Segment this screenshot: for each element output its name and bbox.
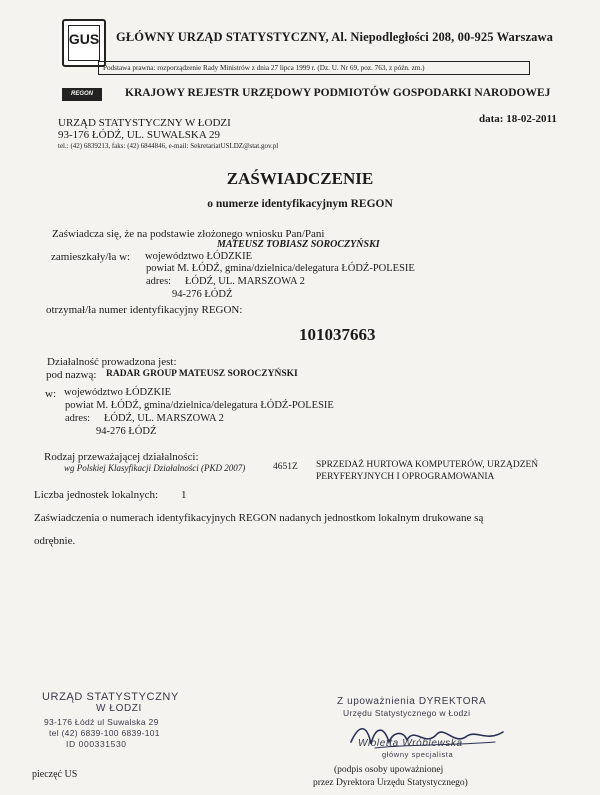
intro-text: Zaświadcza się, że na podstawie złożonego wniosku Pan/Pani (52, 228, 325, 240)
stamp-left-line2: W ŁODZI (96, 703, 142, 714)
business-postal: 94-276 ŁÓDŹ (96, 426, 157, 437)
regon-number: 101037663 (299, 325, 376, 344)
document-date: data: 18-02-2011 (479, 113, 557, 125)
document-title: ZAŚWIADCZENIE (226, 169, 374, 188)
business-in-label: w: (45, 388, 56, 400)
note-line-1: Zaświadczenia o numerach identyfikacyjnych REGON nadanych jednostkom lokalnym drukowane są (34, 512, 484, 524)
regon-logo: REGON (62, 88, 102, 101)
local-units-count: 1 (181, 489, 187, 501)
business-name-label: pod nazwą: (46, 369, 97, 381)
office-address: 93-176 ŁÓDŹ, UL. SUWALSKA 29 (58, 129, 220, 141)
activity-label: Działalność prowadzona jest: (47, 356, 177, 368)
residence-address-label: adres: (146, 276, 172, 287)
residence-label: zamieszkały/ła w: (51, 251, 131, 263)
received-label: otrzymał/ła numer identyfikacyjny REGON: (46, 304, 243, 316)
stamp-right-line2: Urzędu Statystycznego w Łodzi (343, 708, 471, 718)
stamp-left-line1: URZĄD STATYSTYCZNY (42, 691, 179, 703)
stamp-left-line4: tel (42) 6839-100 6839-101 (49, 728, 160, 738)
pkd-description-1: SPRZEDAŻ HURTOWA KOMPUTERÓW, URZĄDZEŃ (316, 460, 539, 470)
signature-label-2: przez Dyrektora Urzędu Statystycznego) (313, 778, 468, 788)
seal-label: pieczęć US (32, 769, 78, 780)
residence-address: ŁÓDŹ, UL. MARSZOWA 2 (185, 276, 305, 287)
gus-logo-text: GUS (68, 31, 100, 47)
stamp-right-name: Wioletta Wróblewska (358, 738, 463, 749)
stamp-left-line3: 93-176 Łódź ul Suwalska 29 (44, 717, 159, 727)
business-voivodeship: województwo ŁÓDZKIE (64, 387, 172, 398)
registry-title: KRAJOWY REJESTR URZĘDOWY PODMIOTÓW GOSPODARKI NARODOWEJ (125, 87, 551, 99)
main-activity-label: Rodzaj przeważającej działalności: (44, 451, 199, 463)
office-name: URZĄD STATYSTYCZNY W ŁODZI (58, 117, 231, 129)
stamp-right-position: główny specjalista (382, 750, 454, 759)
business-district: powiat M. ŁÓDŹ, gmina/dzielnica/delegatura ŁÓDŹ-POLESIE (65, 400, 334, 411)
note-line-2: odrębnie. (34, 535, 76, 547)
business-address-label: adres: (65, 413, 91, 424)
document-subtitle: o numerze identyfikacyjnym REGON (207, 198, 393, 210)
pkd-description-2: PERYFERYJNYCH I OPROGRAMOWANIA (316, 472, 495, 482)
residence-postal: 94-276 ŁÓDŹ (172, 289, 233, 300)
office-contact: tel.: (42) 6839213, faks: (42) 6844846, e-mail: SekretariatUSLDZ@stat.gov.pl (58, 142, 279, 150)
residence-district: powiat M. ŁÓDŹ, gmina/dzielnica/delegatura ŁÓDŹ-POLESIE (146, 263, 415, 274)
legal-basis: Podstawa prawna: rozporządzenie Rady Ministrów z dnia 27 lipca 1999 r. (Dz. U. Nr 69, poz. 763, z późn. zm.) (98, 61, 530, 75)
pkd-code: 4651Z (273, 462, 298, 472)
stamp-left-line5: ID 000331530 (66, 739, 127, 749)
signature-label-1: (podpis osoby upoważnionej (334, 765, 444, 775)
header-title: GŁÓWNY URZĄD STATYSTYCZNY, Al. Niepodległości 208, 00-925 Warszawa (116, 30, 553, 44)
business-name: RADAR GROUP MATEUSZ SOROCZYŃSKI (106, 369, 298, 379)
local-units-label: Liczba jednostek lokalnych: (34, 489, 159, 501)
pkd-label: wg Polskiej Klasyfikacji Działalności (PKD 2007) (64, 463, 246, 473)
stamp-right-line1: Z upoważnienia DYREKTORA (337, 696, 487, 707)
residence-voivodeship: województwo ŁÓDZKIE (145, 251, 253, 262)
person-name: MATEUSZ TOBIASZ SOROCZYŃSKI (217, 239, 380, 250)
business-address: ŁÓDŹ, UL. MARSZOWA 2 (104, 413, 224, 424)
gus-logo (62, 19, 106, 67)
